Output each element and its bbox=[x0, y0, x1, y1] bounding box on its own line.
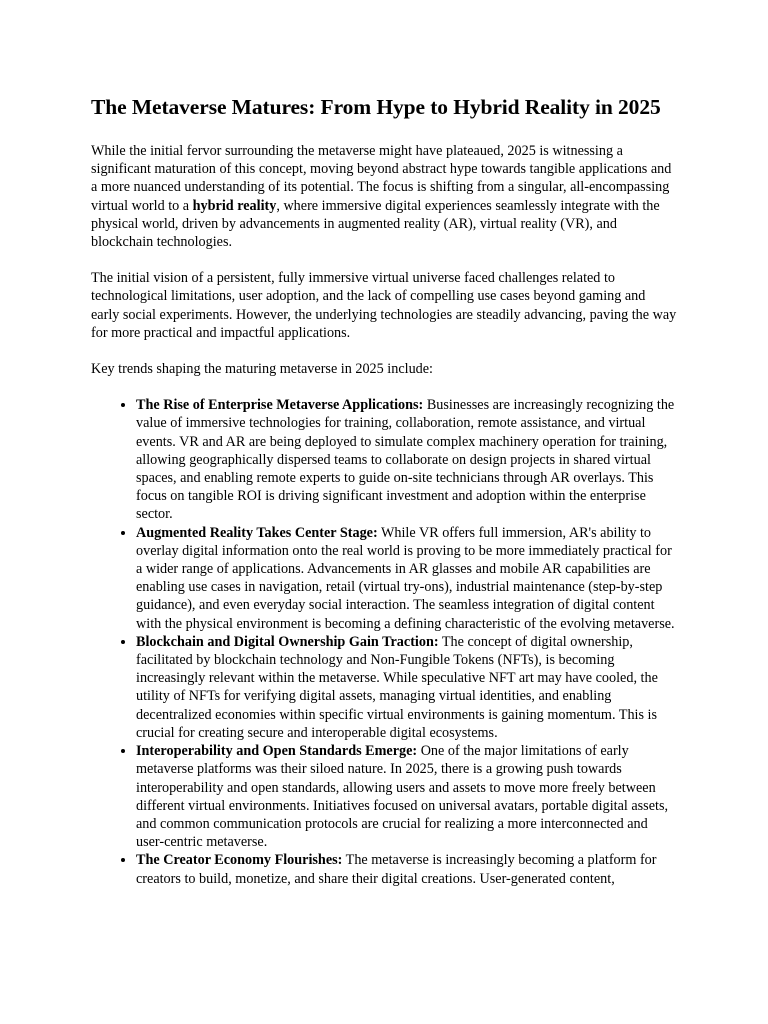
document-page bbox=[91, 94, 677, 888]
intro-text-end: , where immersive digital experiences seamlessly integrate with the physical world, driven by advancements in augmented reality (AR), virtual reality (VR), and blockchain technologies. bbox=[91, 197, 660, 251]
list-item bbox=[136, 396, 677, 523]
list-item bbox=[136, 633, 677, 742]
list-item bbox=[136, 742, 677, 851]
trend-heading: Augmented Reality Takes Center Stage: bbox=[136, 524, 378, 541]
trend-text: The concept of digital ownership, facilitated by blockchain technology and Non-Fungible Tokens (NFTs), is becoming increasingly relevant within the metaverse. While speculative NFT art may have cooled, the utility of NFTs for verifying digital assets, managing virtual identities, and enabling decentralized economies within specific virtual environments is gaining momentum. This is crucial for creating secure and interoperable digital ecosystems. bbox=[136, 633, 658, 741]
list-item bbox=[136, 524, 677, 633]
hybrid-reality-emphasis: hybrid reality bbox=[192, 197, 277, 214]
trend-heading: The Rise of Enterprise Metaverse Applications: bbox=[136, 397, 424, 414]
trend-heading: Interoperability and Open Standards Emerge: bbox=[136, 743, 418, 760]
trend-text: The metaverse is increasingly becoming a platform for creators to build, monetize, and share their digital creations. User-generated content, bbox=[136, 852, 657, 887]
trend-heading: Blockchain and Digital Ownership Gain Traction: bbox=[136, 633, 439, 650]
trends-intro: Key trends shaping the maturing metaverse in 2025 include: bbox=[91, 361, 433, 378]
trend-heading: The Creator Economy Flourishes: bbox=[136, 852, 343, 869]
article-title: The Metaverse Matures: From Hype to Hybrid Reality in 2025 bbox=[91, 95, 661, 119]
challenges-paragraph: The initial vision of a persistent, fully immersive virtual universe faced challenges related to technological limitations, user adoption, and the lack of compelling use cases beyond gaming and early social experiments. However, the underlying technologies are steadily advancing, paving the way for more practical and impactful applications. bbox=[91, 270, 677, 341]
list-item bbox=[136, 851, 677, 887]
trend-text: While VR offers full immersion, AR's ability to overlay digital information onto the real world is proving to be more immediately practical for a wider range of applications. Advancements in AR glasses and mobile AR capabilities are enabling use cases in navigation, retail (virtual try-ons), industrial maintenance (step-by-step guidance), and even everyday social interaction. The seamless integration of digital content with the physical environment is becoming a defining characteristic of the evolving metaverse. bbox=[136, 524, 675, 632]
intro-paragraph bbox=[91, 142, 677, 251]
trend-text: Businesses are increasingly recognizing the value of immersive technologies for training, collaboration, remote assistance, and virtual events. VR and AR are being deployed to simulate complex machinery operation for training, allowing geographically dispersed teams to collaborate on design projects in shared virtual spaces, and enabling remote experts to guide on-site technicians through AR overlays. This focus on tangible ROI is driving significant investment and adoption within the enterprise sector. bbox=[136, 397, 675, 523]
intro-text-start: While the initial fervor surrounding the metaverse might have plateaued, 2025 is witnessing a significant maturation of this concept, moving beyond abstract hype towards tangible applications and a more nuanced understanding of its potential. The focus is shifting from a singular, all-encompassing virtual world to a bbox=[91, 143, 672, 214]
trends-list bbox=[91, 396, 677, 887]
trend-text: One of the major limitations of early metaverse platforms was their siloed nature. In 2025, there is a growing push towards interoperability and open standards, allowing users and assets to move more freely between different virtual environments. Initiatives focused on universal avatars, portable digital assets, and common communication protocols are crucial for realizing a more interconnected and user-centric metaverse. bbox=[136, 743, 669, 851]
